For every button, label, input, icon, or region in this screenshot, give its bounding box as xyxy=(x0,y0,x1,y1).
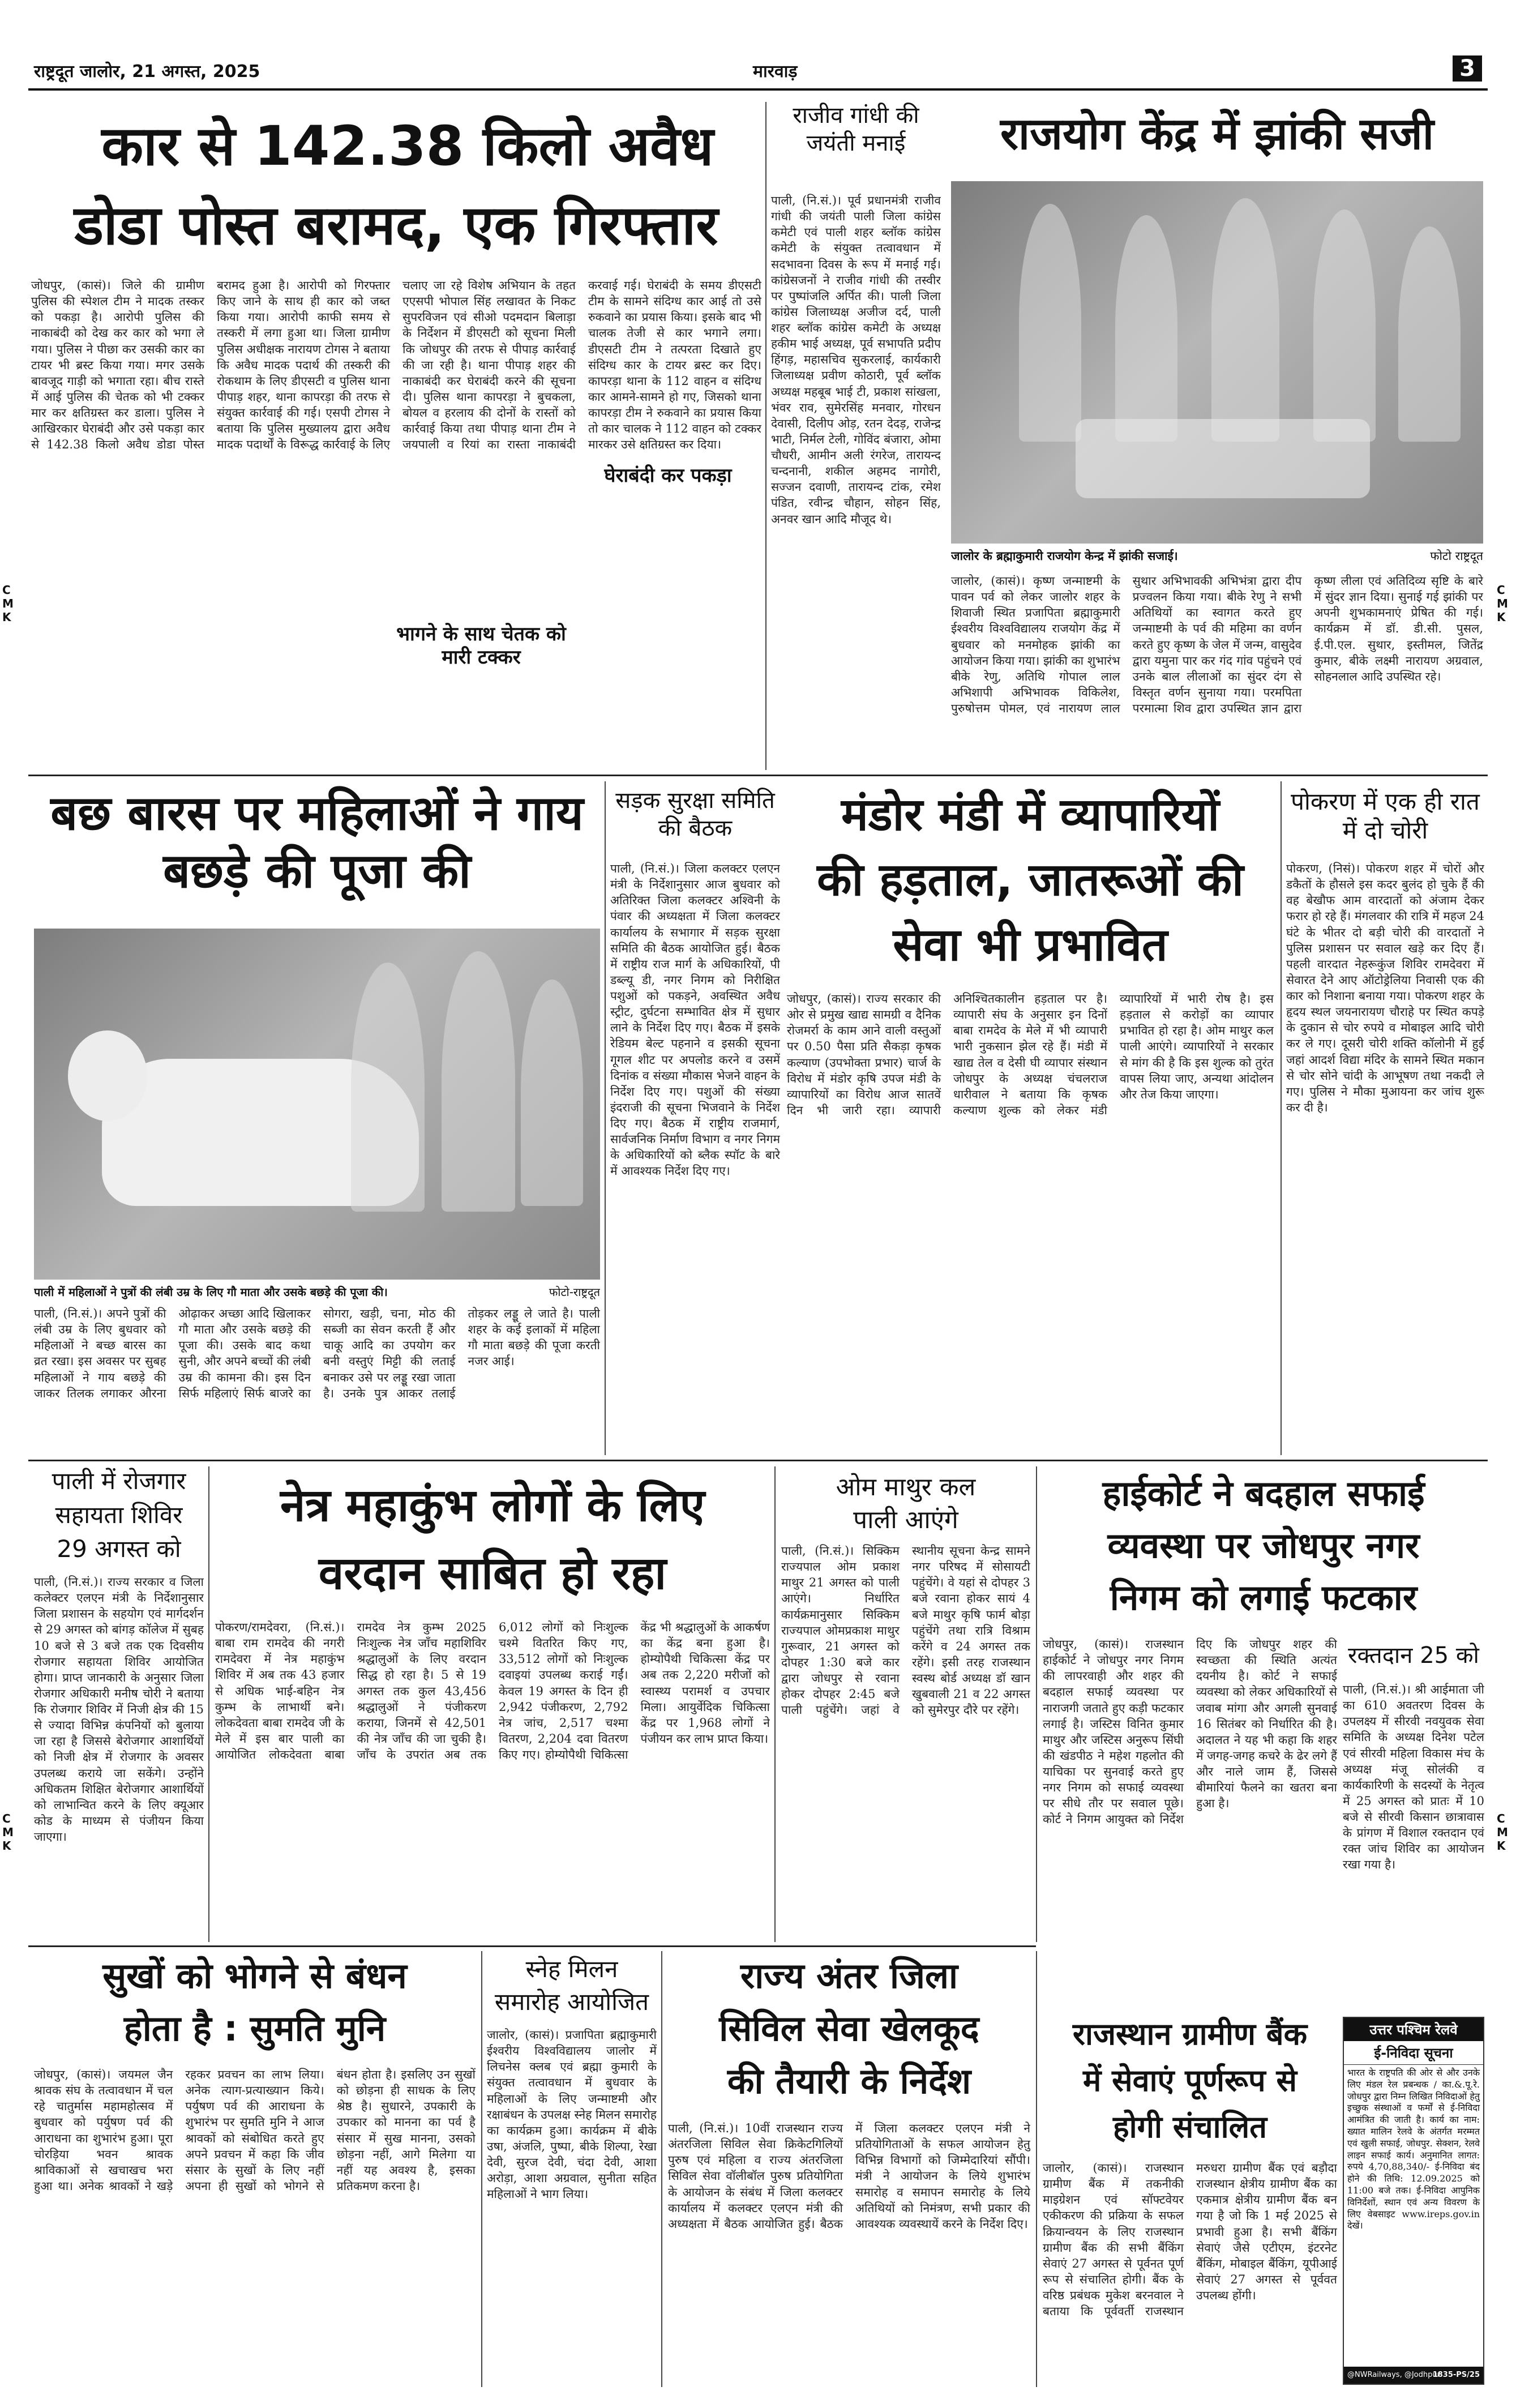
sneh-headline-2: समारोह आयोजित xyxy=(494,1988,649,2016)
section-divider-3 xyxy=(28,1945,1036,1947)
page-header xyxy=(28,54,1488,91)
ad-subtitle: ई-निविदा सूचना xyxy=(1344,2041,1483,2065)
om-mathur-body: पाली, (नि.सं.)। सिक्किम राज्यपाल ओम प्रकाश माथुर 21 अगस्त को पाली आएंगे। निर्धारित कार्यक्रमानुसार सिक्किम राज्यपाल ओमप्रकाश माथुर गुरूवार, 21 अगस्त को दोपहर 1:30 बजे कार द्वारा जोधपुर से रवाना होकर दोपहर 2:45 बजे पाली पहुंचेंगे। जहां वे स्थानीय सूचना केन्द्र सामने नगर परिषद में सोसायटी पहुंचेंगे। वे यहां से दोपहर 3 बजे रवाना होकर सायं 4 बजे माथुर कृषि फार्म बोड़ा पहुंचेंगे तथा रात्रि विश्राम करेंगे व 24 अगस्त तक रहेंगे। इसी तरह राजस्थान स्वस्थ बोर्ड अध्यक्ष डॉ खान खुबवाली 21 व 22 अगस्त को सुमेरपुर दौरे पर रहेंगे। xyxy=(781,1544,1030,1717)
sadak-body: पाली, (नि.सं.)। जिला कलक्टर एलएन मंत्री के निर्देशानुसार आज बुधवार को अतिरिक्त जिला कलक्टर अश्विनी के पंवार की अध्यक्षता में जिला कलक्टर कार्यालय के सभागार में सड़क सुरक्षा समिति की बैठक आयोजित हुई। बैठक में राष्ट्रीय राज मार्ग के अधिकारियों, पी डब्ल्यू डी, नगर निगम को निरीक्षित पशुओं को पकड़ने, अवस्थित अवैध स्ट्रीट, दुर्घटना सम्भावित क्षेत्र में सुधार लाने के निर्देश दिए गए। बैठक में इसके रेडियम बेल्ट पहनाने व इसकी सूचना गूगल शीट पर अपलोड करने व उसमें दिनांक व संख्या मौकास भेजने वाहन के निर्देश दिए गए। पशुओं की संख्या इंदराजी की सूचना भिजवाने के निर्देश दिए गए। बैठक में राष्ट्रीय राजमार्ग, सार्वजनिक निर्माण विभाग व नगर निगम के अधिकारियों को ब्लैक स्पॉट के बारे में आवश्यक निर्देश दिए गए। xyxy=(610,862,780,1178)
rajyog-photo xyxy=(951,181,1483,544)
sneh-headline-1: स्नेह मिलन xyxy=(525,1955,618,1983)
column-divider-6 xyxy=(1036,1466,1037,1942)
netra-headline-2: वरदान साबित हो रहा xyxy=(318,1547,667,1599)
highcourt-headline-1: हाईकोर्ट ने बदहाल सफाई xyxy=(1102,1473,1425,1514)
ad-body: भारत के राष्ट्रपति की ओर से और उनके लिए मंडल रेल प्रबन्धक / का.&.पू.रे. जोधपुर द्वारा निम्न लिखित निविदाओं हेतु इच्छुक संस्थाओं व फर्मों से ई-निविदा आमंत्रित की जाती है। कार्य का नाम: ख्यात मालिन रेलवे के अंतर्गत मरम्मत एवं खुली सफाई, जोधपुर. सेक्शन, रेलवे लाइन सफाई कार्य। अनुमानित लागत: रुपये 4,70,88,340/- ई-निविदा बंद होने की तिथि: 12.09.2025 को 11:00 बजे तक। ई-निविदा आपुनिक विनिर्देशों, स्थान एवं अन्य विवरण के लिए वेबसाइट www.ireps.gov.in देखें। xyxy=(1347,2067,1480,2231)
rojgar-headline-1: पाली में रोजगार xyxy=(52,1467,186,1495)
sukh-headline-1: सुखों को भोगने से बंधन xyxy=(102,1955,407,1996)
header-date: राष्ट्रदूत जालोर, 21 अगस्त, 2025 xyxy=(34,62,260,82)
cow-caption: पाली में महिलाओं ने पुत्रों की लंबी उम्र के लिए गौ माता और उसके बछड़े की पूजा की। xyxy=(34,1285,388,1299)
khelkud-headline-3: की तैयारी के निर्देश xyxy=(727,2060,971,2102)
doda-headline-1: कार से 142.38 किलो अवैध xyxy=(101,114,714,178)
sneh-body: जालोर, (कासं)। प्रजापिता ब्रह्माकुमारी ईश्वरीय विश्वविद्यालय जालोर में लिचनेस क्लब एवं ब्रह्मा कुमारी के संयुक्त तत्वावधान में बुधवार के महिलाओं के लिए जन्माष्टमी और रक्षाबंधन के उपलक्ष स्नेह मिलन समारोह का कार्यक्रम हुआ। कार्यक्रम में बीके उषा, अंजलि, पुष्पा, बीके शिल्पा, रेखा देवी, सुरज देवी, चंदा देवी, आशा अरोड़ा, आशा अग्रवाल, सुनीता सहित महिलाओं ने भाग लिया। xyxy=(487,2028,657,2201)
cow-photo-credit: फोटो-राष्ट्रदूत xyxy=(549,1285,600,1299)
mandi-headline-1: मंडोर मंडी में व्यापारियों xyxy=(841,788,1220,841)
pokaran-headline: पोकरण में एक ही रात में दो चोरी xyxy=(1291,788,1480,845)
page-number: 3 xyxy=(1453,55,1482,82)
netra-body: पोकरण/रामदेवरा, (नि.सं.)। बाबा राम रामदेव की नगरी रामदेवरा में नेत्र महाकुंभ शिविर में अब तक 43 हजार से अधिक भाई-बहिन नेत्र कुम्भ के लाभार्थी बने। लोकदेवता बाबा रामदेव जी के मेले में इस बार पाली का आयोजित लोकदेवता बाबा रामदेव नेत्र कुम्भ 2025 निःशुल्क नेत्र जाँच महाशिविर श्रद्धालुओं के लिए वरदान सिद्ध हो रहा है। 5 से 19 अगस्त तक कुल 43,456 श्रद्धालुओं ने पंजीकरण कराया, जिनमें से 42,501 की नेत्र जाँच की जा चुकी है। जाँच के उपरांत अब तक 6,012 लोगों को निःशुल्क चश्मे वितरित किए गए, 33,512 लोगों को निःशुल्क दवाइयां उपलब्ध कराई गईं। केवल 19 अगस्त के दिन ही 2,942 पंजीकरण, 2,792 नेत्र जांच, 2,517 चश्मा वितरण, 2,204 दवा वितरण किए गए। होम्योपैथी चिकित्सा केंद्र भी श्रद्धालुओं के आकर्षण का केंद्र बना हुआ है। होम्योपैथी चिकित्सा केंद्र पर अब तक 2,220 मरीजों को स्वास्थ्य परामर्श व उपचार मिला। आयुर्वेदिक चिकित्सा केंद्र पर 1,968 लोगों ने पंजीयन कर लाभ प्राप्त किया। xyxy=(215,1620,770,1761)
highcourt-headline-3: निगम को लगाई फटकार xyxy=(1110,1577,1417,1618)
om-mathur-headline-1: ओम माथुर कल xyxy=(836,1473,976,1502)
section-divider xyxy=(28,775,1488,776)
rajyog-caption: जालोर के ब्रह्माकुमारी राजयोग केन्द्र में झांकी सजाई। xyxy=(951,549,1178,563)
cow-headline: बछ बारस पर महिलाओं ने गाय बछड़े की पूजा की xyxy=(50,785,584,899)
railway-tender-ad xyxy=(1343,2017,1484,2385)
column-divider-2 xyxy=(605,781,606,1455)
rojgar-headline-3: 29 अगस्त को xyxy=(57,1535,181,1563)
bank-headline-3: होगी संचालित xyxy=(1112,2109,1267,2145)
om-mathur-headline-2: पाली आएंगे xyxy=(853,1505,958,1534)
mandi-headline-2: की हड़ताल, जातरूओं की xyxy=(817,853,1244,906)
pokaran-body: पोकरण, (निसं)। पोकरण शहर में चोरों और डकैतों के हौसले इस कदर बुलंद हो चुके हैं की वह बेखौफ आम वारदातों को अंजाम देकर फरार हो रहे हैं। मंगलवार की रात्रि में महज 24 घंटे के भीतर दो बड़ी चोरी की वारदातों ने पुलिस प्रशासन पर सवाल खड़े कर दिए हैं। पहली वारदात नेहरूकुंज शिविर रामदेवरा में सेवारत देने आए ऑटोड्रेलिया निवासी एक की कार को निशाना बनाया गया। पोकरण शहर के हृदय स्थल जयनारायण चौराहे पर स्थित कपड़े के दुकान से चोर रुपये व मोबाइल आदि चोरी कर ले गए। दूसरी चोरी शक्ति कॉलोनी में हुई जहां आदर्श विद्या मंदिर के सामने स्थित मकान से चोर सोने चांदी के आभूषण तथा नकदी ले गए। पुलिस ने मौका मुआयना कर जांच शुरू कर दी है। xyxy=(1286,862,1484,1114)
khelkud-headline-2: सिविल सेवा खेलकूद xyxy=(719,2008,979,2049)
registration-mark-top: CMK xyxy=(2,583,14,624)
registration-mark-top-right: CMK xyxy=(1497,583,1508,624)
rojgar-headline-2: सहायता शिविर xyxy=(55,1501,183,1529)
bank-headline-2: में सेवाएं पूर्णरूप से xyxy=(1083,2063,1297,2098)
column-divider xyxy=(765,102,766,770)
ad-title: उत्तर पश्चिम रेलवे xyxy=(1344,2018,1483,2041)
mandi-headline-3: सेवा भी प्रभावित xyxy=(893,918,1168,971)
rajyog-photo-credit: फोटो राष्ट्रदूत xyxy=(1430,549,1483,563)
raktdan-body: पाली, (नि.सं.)। श्री आईमाता जी का 610 अवतरण दिवस के उपलक्ष्य में सीरवी नवयुवक सेवा समिति के अध्यक्ष दिनेश पटेल एवं सीरवी महिला विकास मंच के अध्यक्ष मंजू सोलंकी व कार्यकारिणी के सदस्यों के नेतृत्व में 25 अगस्त को प्रातः में 10 बजे से सीरवी किसान छात्रावास के प्रांगण में विशाल रक्तदान एवं रक्त जांच शिविर का आयोजन रखा गया है। xyxy=(1343,1683,1484,1872)
mandi-body: जोधपुर, (कासं)। राज्य सरकार की ओर से प्रमुख खाद्य सामग्री व दैनिक रोजमर्रा के काम आने वाली वस्तुओं पर 0.50 पैसा प्रति सैकड़ा कृषक कल्याण (उपभोक्ता प्रभार) चार्ज के विरोध में मंडोर कृषि उपज मंडी के व्यापारियों का विरोध आज सातवें दिन भी जारी रहा। व्यापारी अनिश्चितकालीन हड़ताल पर है। व्यापारी संघ के अनुसार इन दिनों बाबा रामदेव के मेले में भी व्यापारी भारी नुकसान झेल रहे हैं। मंडी में खाद्य तेल व देसी घी व्यापार संस्थान जोधपुर के अध्यक्ष चंचलराज धारीवाल ने बताया कि कृषक कल्याण शुल्क को लेकर मंडी व्यापारियों में भारी रोष है। इस हड़ताल से करोड़ों का व्यापार प्रभावित हो रहा है। ओम माथुर कल पाली आएंगे। व्यापारियों ने सरकार से मांग की है कि इस शुल्क को तुरंत वापस लिया जाए, अन्यथा आंदोलन और तेज किया जाएगा। xyxy=(787,992,1274,1117)
column-divider-7 xyxy=(481,1951,482,2387)
ad-footer-code: 1835-PS/25 xyxy=(1432,2371,1480,2379)
highcourt-body: जोधपुर, (कासं)। राजस्थान हाईकोर्ट ने जोधपुर नगर निगम की लापरवाही और शहर की बदहाल सफाई व्यवस्था पर नाराजगी जताते हुए कड़ी फटकार लगाई है। जस्टिस विनित कुमार माथुर और जस्टिस अनुरूप सिंघी की खंडपीठ ने महेश गहलोत की याचिका पर सुनवाई करते हुए नगर निगम को सफाई व्यवस्था पर सीधे तौर पर सवाल पूछे। कोर्ट ने निगम आयुक्त को निर्देश दिए कि जोधपुर शहर की स्वच्छता की स्थिति अत्यंत दयनीय है। कोर्ट ने सफाई व्यवस्था को लेकर अधिकारियों से जवाब मांगा और अगली सुनवाई 16 सितंबर को निर्धारित की है। अदालत ने यह भी कहा कि शहर में जगह-जगह कचरे के ढेर लगे हैं और नाले जाम हैं, जिससे बीमारियां फैलने का खतरा बना हुआ है। xyxy=(1043,1637,1337,1827)
doda-body: जोधपुर, (कासं)। जिले की ग्रामीण पुलिस की स्पेशल टीम ने मादक तस्कर को पकड़ा है। आरोपी पुलिस की नाकाबंदी को देख कर कार को भगा ले गया। पुलिस ने पीछा कर उसकी कार का टायर भी ब्रस्ट किया गया। मगर उसके बावजूद गाड़ी को भगाता रहा। बीच रास्ते में आई पुलिस की चेतक को भी टक्कर मार कर क्षतिग्रस्त कर डाला। पुलिस ने आखिरकार घेराबंदी और उसे पकड़ा कार से 142.38 किलो अवैध डोडा पोस्त बरामद हुआ है। आरोपी को गिरफ्तार किए जाने के साथ ही कार को जब्त किया गया। आरोपी काफी समय से तस्करी में लगा हुआ था। जिला ग्रामीण पुलिस अधीक्षक नारायण टोगस ने बताया कि अवैध मादक पदार्थ की तस्करी की रोकथाम के लिए डीएसटी व पुलिस थाना पीपाड़ शहर, थाना कापरड़ा की तरफ से संयुक्त कार्रवाई की गई। एसपी टोगस ने बताया कि पुलिस मुख्यालय द्वारा अवैध मादक पदार्थों के विरूद्ध कार्रवाई के लिए चलाए जा रहे विशेष अभियान के तहत एएसपी भोपाल सिंह लखावत के निकट सुपरविजन एवं सीओ पदमदान बिलाड़ा के निर्देशन में डीएसटी को सूचना मिली कि जोधपुर की तरफ से पीपाड़ कार्रवाई की जा रही है। थाना पीपाड़ शहर की नाकाबंदी कर घेराबंदी करने की सूचना दी। पुलिस थाना कापरड़ा ने बुचकला, बोयल व हरलाय की दोनों के रास्तों को कार्रवाई किया तथा पीपाड़ थाना टीम ने जयपाली व रियां का रास्ता नाकाबंदी करवाई गई। घेराबंदी के समय डीएसटी टीम के सामने संदिग्ध कार आई तो उसे रुकवाने का प्रयास किया। इसके बाद भी चालक तेजी से कार भगाने लगा। डीएसटी टीम ने तत्परता दिखाते हुए संदिग्ध कार के टायर ब्रस्ट कर दिए। कापरड़ा थाना के 112 वाहन व संदिग्ध कार आमने-सामने हो गए, जिसको थाना कापरड़ा टीम ने रुकवाने का प्रयास किया तो कार चालक ने 112 वाहन को टक्कर मारकर उसे क्षतिग्रस्त कर दिया। xyxy=(31,279,761,452)
bank-body: जालोर, (कासं)। राजस्थान ग्रामीण बैंक में तकनीकी माइग्रेशन एवं सॉफ्टवेयर एकीकरण की प्रक्रिया के सफल क्रियान्वयन के लिए राजस्थान ग्रामीण बैंक की सभी बैंकिंग सेवाएं 27 अगस्त से पूर्वनत पूर्ण रूप से संचालित होगी। बैंक के वरिष्ठ प्रबंधक मुकेश बरनवाल ने बताया कि पूर्ववर्ती राजस्थान मरुधरा ग्रामीण बैंक एवं बड़ौदा राजस्थान क्षेत्रीय ग्रामीण बैंक का एकमात्र क्षेत्रीय ग्रामीण बैंक बन गया है जो कि 1 मई 2025 से प्रभावी हुआ है। सभी बैंकिंग सेवाएं जैसे एटीएम, इंटरनेट बैंकिंग, मोबाइल बैंकिंग, यूपीआई सेवाएं 27 अगस्त से पूर्ववत उपलब्ध होंगी। xyxy=(1043,2161,1337,2319)
doda-subhead-gherabandi: घेराबंदी कर पकड़ा xyxy=(577,464,759,493)
bank-headline-1: राजस्थान ग्रामीण बैंक xyxy=(1072,2016,1308,2052)
doda-headline-2: डोडा पोस्त बरामद, एक गिरफ्तार xyxy=(74,194,718,257)
ad-footer-handles: @NWRailways, @Jodhpur xyxy=(1347,2371,1440,2379)
cow-body: पाली, (नि.सं.)। अपने पुत्रों की लंबी उम्र के लिए बुधवार को महिलाओं ने बच्छ बारस का व्रत रखा। इस अवसर पर सुबह महिलाओं ने गाय बछड़े की जाकर तिलक लगाकर औरना ओढ़ाकर अच्छा आदि खिलाकर गौ माता और उसके बछड़े की पूजा की। उसके बाद कथा सुनी, और अपने बच्चों की लंबी उम्र की कामना की। इस दिन सिर्फ महिलाएं सिर्फ बाजरे का सोगरा, खड़ी, चना, मोठ की सब्जी का सेवन करती हैं और चाकू आदि का उपयोग कर बनी वस्तुएं मिट्टी की लताई बनाकर उसे पर लड्डू रखा जाता है। उनके पुत्र आकर तलाई तोड़कर लड्डू ले जाते है। पाली शहर के कई इलाकों में महिला गौ माता बछड़े की पूजा करती नजर आई। xyxy=(34,1307,600,1400)
rajyog-headline: राजयोग केंद्र में झांकी सजी xyxy=(1000,109,1434,160)
highcourt-headline-2: व्यवस्था पर जोधपुर नगर xyxy=(1107,1525,1420,1566)
column-divider-8 xyxy=(661,1951,662,2387)
rajiv-body: पाली, (नि.सं.)। पूर्व प्रधानमंत्री राजीव गांधी की जयंती पाली जिला कांग्रेस कमेटी एवं पाली शहर ब्लॉक कांग्रेस कमेटी के संयुक्त तत्वावधान में सदभावना दिवस के रूप में मनाई गई। कांग्रेसजनों ने राजीव गांधी की तस्वीर पर पुष्पांजलि अर्पित की। पाली जिला कांग्रेस जिलाध्यक्ष अजीज दर्द, पाली शहर ब्लॉक कांग्रेस कमेटी के अध्यक्ष हकीम भाई अध्यक्ष, पूर्व सभापति प्रदीप हिंगड़, महासचिव सुकरलाई, कार्यकारी जिलाध्यक्ष प्रवीण कोठारी, पूर्व ब्लॉक अध्यक्ष महबूब भाई टी, प्रकाश सांखला, भंवर राव, सुमेरसिंह मनवार, गोरधन देवासी, दिलीप ओड़, रतन देदड़, राजेन्द्र भाटी, निर्मल टेली, गोविंद बंजारा, ओमा चौधरी, आमीन अली रंगरेज, तारायन्द चन्दनानी, शकील अहमद नागोरी, सज्जन दवाणी, तारायन्द टांक, रमेश पंडित, रवीन्द्र चौहान, सोहन सिंह, अनवर खान आदि मौजूद थे। xyxy=(771,194,941,526)
raktdan-headline: रक्तदान 25 को xyxy=(1348,1643,1479,1669)
column-divider-9 xyxy=(1036,1951,1037,2387)
column-divider-3 xyxy=(1281,781,1282,1455)
header-section: मारवाड़ xyxy=(753,62,798,82)
rajyog-body: जालोर, (कासं)। कृष्ण जन्माष्टमी के पावन पर्व को लेकर जालोर शहर के शिवाजी स्थित प्रजापिता ब्रह्माकुमारी ईश्वरीय विश्वविद्यालय राजयोग केंद्र में बुधवार को मनमोहक झांकी का आयोजन किया गया। झांकी का शुभारंभ बीके रेणु, अतिथि गोपाल लाल अभिशापी अभिभावक विकिलेश, पुरुषोत्तम पोमल, एवं नारायण लाल सुथार अभिभावकी अभिभंत्रा द्वारा दीप प्रज्वलन किया गया। बीके रेणु ने सभी अतिथियों का स्वागत करते हुए जन्माष्टमी के पर्व की महिमा का वर्णन करते हुए कृष्ण के जेल में जन्म, वासुदेव द्वारा यमुना पार कर गंद गांव पहुंचने एवं उनके बाल लीलाओं का सुंदर दंग से विस्तृत वर्णन सुनाया गया। परमपिता परमात्मा शिव द्वारा उपस्थित ज्ञान द्वारा कृष्ण लीला एवं अतिदिव्य सृष्टि के बारे में सुंदर ज्ञान दिया। सुनाई गई झांकी पर अपनी शुभकामनाएं प्रेषित की गई। कार्यक्रम में डॉ. डी.सी. पुसल, ई.पी.एल. सुथार, इस्तीमल, जितेंद्र कुमार, बीके लक्ष्मी नारायण अग्रवाल, सोहनलाल आदि उपस्थित रहे। xyxy=(951,574,1483,715)
sukh-headline-2: होता है : सुमति मुनि xyxy=(123,2008,386,2049)
khelkud-body: पाली, (नि.सं.)। 10वीं राजस्थान राज्य अंतरजिला सिविल सेवा क्रिकेटगिलियों पुरुष एवं महिला व राज्य अंतरजिला सिविल सेवा वॉलीबॉल पुरुष प्रतियोगिता के आयोजन के संबंध में जिला कलक्टर कार्यालय में कलक्टर एलएन मंत्री की अध्यक्षता में बैठक आयोजित हुई। बैठक में जिला कलक्टर एलएन मंत्री ने प्रतियोगिताओं के सफल आयोजन हेतु विभिन्न विभागों को जिम्मेदारियां सौंपी। मंत्री ने आयोजन के लिये शुभारंभ समारोह व समापन समारोह के लिये अतिथियों को निमंत्रण, सभी प्रकार की आवश्यक व्यवस्थायें करने के निर्देश दिए। xyxy=(668,2122,1030,2231)
cow-photo xyxy=(34,929,600,1280)
column-divider-5 xyxy=(774,1466,776,1942)
netra-headline-1: नेत्र महाकुंभ लोगों के लिए xyxy=(280,1479,705,1532)
registration-mark-bottom-right: CMK xyxy=(1497,1812,1508,1853)
khelkud-headline-1: राज्य अंतर जिला xyxy=(740,1955,958,1996)
sukh-body: जोधपुर, (कासं)। जयमल जैन श्रावक संघ के तत्वावधान में चल रहे चातुर्मास महामहोत्सव में बुधवार को पर्युषण पर्व की आराधना का शुभारंभ हुआ। पूरा चोरड़िया भवन श्रावक श्राविकाओं से खचाखच भरा हुआ था। अनेक श्रावकों ने खड़े रहकर प्रवचन का लाभ लिया। अनेक त्याग-प्रत्याख्यान किये। पर्युषण पर्व की आराधना के शुभारंभ पर सुमति मुनि ने आज श्रावकों को संबोधित करते हुए अपने प्रवचन में कहा कि जीव संसार के सुखों के लिए नहीं अपना ही सुखों को भोगने से बंधन होता है। इसलिए उन सुखों को छोड़ना ही साधक के लिए श्रेष्ठ है। सुधारने, उपकारी के उपकार को मानना का पर्व है संसार में सुख मानना, उसको छोड़ना नहीं, आगे मिलेगा या नहीं यह अवश्य है, इसका प्रतिकमण करना है। xyxy=(34,2068,476,2193)
rajiv-headline: राजीव गांधी की जयंती मनाई xyxy=(793,102,919,156)
sadak-headline: सड़क सुरक्षा समिति की बैठक xyxy=(615,788,775,841)
column-divider-4 xyxy=(208,1466,209,1942)
rojgar-body: पाली, (नि.सं.)। राज्य सरकार व जिला कलेक्टर एलएन मंत्री के निर्देशानुसार जिला प्रशासन के सहयोग एवं मार्गदर्शन से 29 अगस्त को बांगड़ कॉलेज में सुबह 10 बजे से 3 बजे तक एक दिवसीय रोजगार सहायता शिविर आयोजित होगा। प्राप्त जानकारी के अनुसार जिला रोजगार अधिकारी मनीष चोरी ने बताया कि रोजगार शिविर में निजी क्षेत्र की 15 से ज्यादा विभिन्न कंपनियों को बुलाया जा रहा है जिससे बेरोजगार आशार्थियों को निजी क्षेत्र में रोजगार के अवसर उपलब्ध कराये जा सकेंगे। उन्होंने अधिकतम शिक्षित बेरोजगार आशार्थियों को लाभान्वित करने के लिए क्यूआर कोड के माध्यम से पंजीयन किया जाएगा। xyxy=(34,1575,204,1844)
doda-subhead-chetak: भागने के साथ चेतक को मारी टक्कर xyxy=(391,623,572,696)
registration-mark-bottom: CMK xyxy=(2,1812,14,1853)
section-divider-2 xyxy=(28,1460,1488,1461)
